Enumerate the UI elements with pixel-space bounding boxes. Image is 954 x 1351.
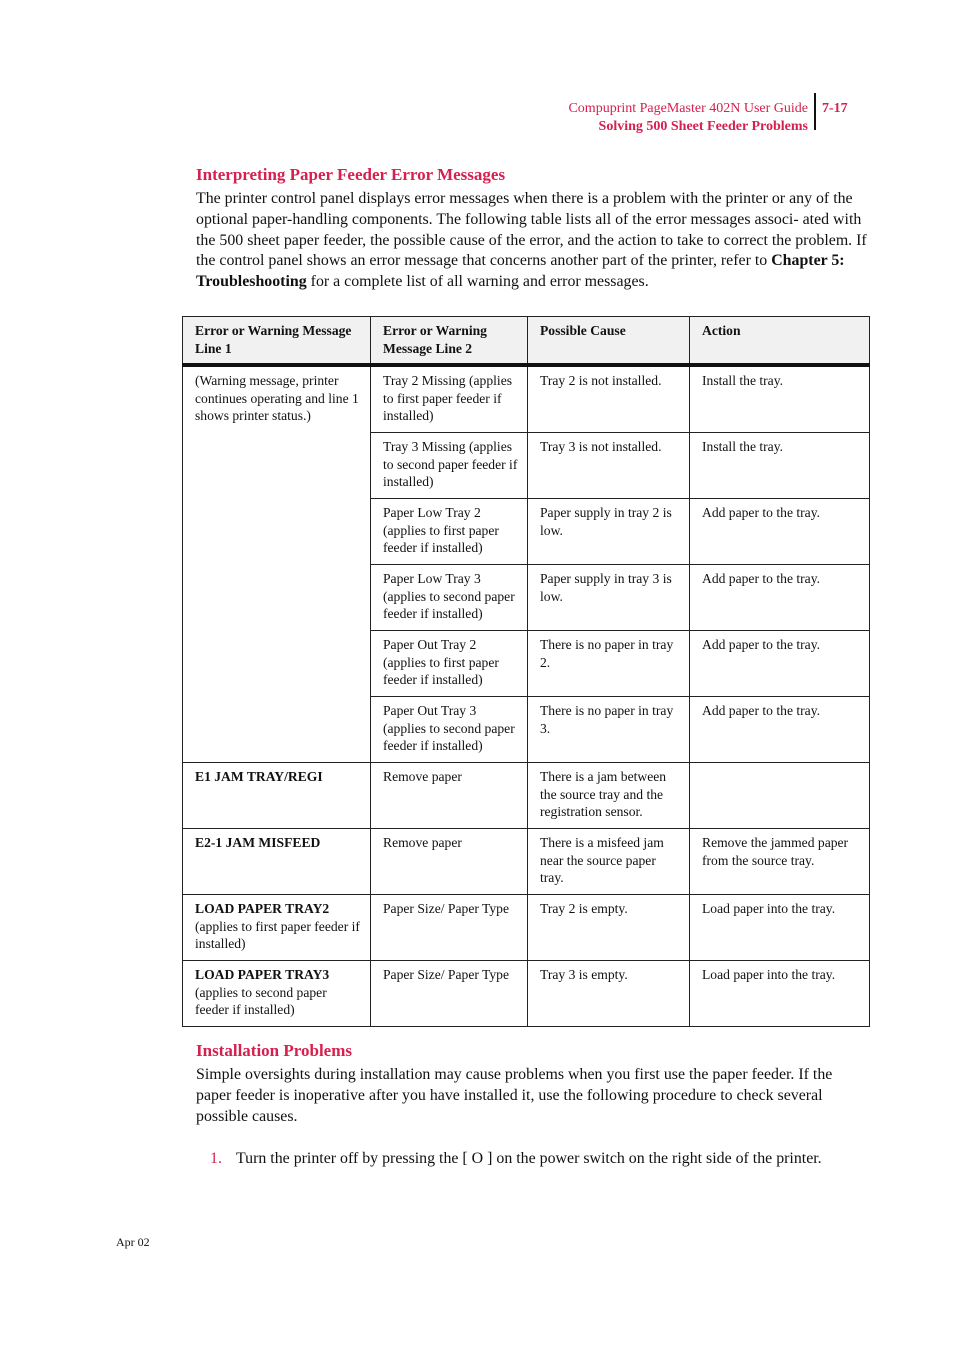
action-cell: Load paper into the tray. (690, 895, 870, 961)
step-number: 1. (210, 1150, 222, 1167)
header-line1: Error or Warning Message Line 1 (183, 317, 371, 366)
cause-cell: Paper supply in tray 3 is low. (528, 565, 690, 631)
cause-cell: There is a jam between the source tray and the registration sensor. (528, 763, 690, 829)
error-code: E2-1 JAM MISFEED (195, 835, 321, 850)
cause-cell: Tray 3 is not installed. (528, 433, 690, 499)
action-cell: Add paper to the tray. (690, 499, 870, 565)
error-code: E1 JAM TRAY/REGI (195, 769, 323, 784)
line2-cell: Remove paper (371, 829, 528, 895)
warning-line1-cell: (Warning message, printer continues operating and line 1 shows printer status.) (183, 365, 371, 763)
table-row (183, 961, 870, 1027)
action-cell: Install the tray. (690, 433, 870, 499)
section-title: Solving 500 Sheet Feeder Problems (598, 119, 808, 134)
action-cell: Install the tray. (690, 365, 870, 433)
line2-cell: Paper Out Tray 3 (applies to second paper feeder if installed) (371, 697, 528, 763)
line2-cell: Paper Out Tray 2 (applies to first paper feeder if installed) (371, 631, 528, 697)
cause-cell: Paper supply in tray 2 is low. (528, 499, 690, 565)
table-header-row (183, 317, 870, 366)
installation-paragraph: Simple oversights during installation may cause problems when you first use the paper feeder. If the paper feeder is inoperative after you have installed it, use the following procedure to check several possible causes. (196, 1066, 833, 1125)
chapter-reference: Chapter 5: Troubleshooting (196, 252, 845, 291)
action-cell: Remove the jammed paper from the source tray. (690, 829, 870, 895)
table-row (183, 829, 870, 895)
intro-paragraph (196, 189, 868, 293)
footer-date: Apr 02 (116, 1235, 150, 1249)
line1-cell (183, 763, 371, 829)
action-cell: Add paper to the tray. (690, 565, 870, 631)
header-cause: Possible Cause (528, 317, 690, 366)
line2-cell: Remove paper (371, 763, 528, 829)
error-code: LOAD PAPER TRAY2 (195, 901, 330, 916)
cause-cell: There is no paper in tray 2. (528, 631, 690, 697)
line2-cell: Paper Size/ Paper Type (371, 961, 528, 1027)
table-row (183, 365, 870, 433)
section-heading-installation: Installation Problems (196, 1041, 353, 1060)
error-messages-table (182, 316, 870, 1027)
header-line2: Error or Warning Message Line 2 (371, 317, 528, 366)
page-number: 7-17 (822, 101, 848, 116)
guide-title: Compuprint PageMaster 402N User Guide (568, 101, 808, 116)
action-cell: Add paper to the tray. (690, 697, 870, 763)
line2-cell: Paper Size/ Paper Type (371, 895, 528, 961)
header-action: Action (690, 317, 870, 366)
cause-cell: Tray 2 is empty. (528, 895, 690, 961)
action-cell (690, 763, 870, 829)
line2-cell: Paper Low Tray 2 (applies to first paper feeder if installed) (371, 499, 528, 565)
error-note: (applies to first paper feeder if installed) (195, 918, 360, 952)
step-text: Turn the printer off by pressing the [ O ] on the power switch on the right side of the printer. (236, 1150, 822, 1167)
line1-cell (183, 829, 371, 895)
list-item (210, 1148, 822, 1169)
cause-cell: Tray 2 is not installed. (528, 365, 690, 433)
line1-cell (183, 961, 371, 1027)
table-row (183, 895, 870, 961)
line1-cell (183, 895, 371, 961)
intro-text-2: for a complete list of all warning and error messages. (306, 273, 649, 291)
cause-cell: Tray 3 is empty. (528, 961, 690, 1027)
action-cell: Load paper into the tray. (690, 961, 870, 1027)
intro-text-1: The printer control panel displays error messages when there is a problem with the printer or any of the optional paper-handling components. The following table lists all of the error messages associ- ated with the 500 sheet paper feeder, the possible cause of the error, and the action to take to correct the problem. If the control panel shows an error message that concerns another part of the printer, refer to (196, 190, 867, 270)
line2-cell: Tray 3 Missing (applies to second paper feeder if installed) (371, 433, 528, 499)
section-heading-error-messages: Interpreting Paper Feeder Error Messages (196, 165, 506, 184)
line2-cell: Paper Low Tray 3 (applies to second paper feeder if installed) (371, 565, 528, 631)
error-note: (applies to second paper feeder if installed) (195, 984, 327, 1018)
header-divider (814, 93, 816, 130)
table-row (183, 763, 870, 829)
cause-cell: There is no paper in tray 3. (528, 697, 690, 763)
running-header (480, 100, 808, 136)
line2-cell: Tray 2 Missing (applies to first paper feeder if installed) (371, 365, 528, 433)
action-cell: Add paper to the tray. (690, 631, 870, 697)
cause-cell: There is a misfeed jam near the source paper tray. (528, 829, 690, 895)
error-code: LOAD PAPER TRAY3 (195, 967, 330, 982)
